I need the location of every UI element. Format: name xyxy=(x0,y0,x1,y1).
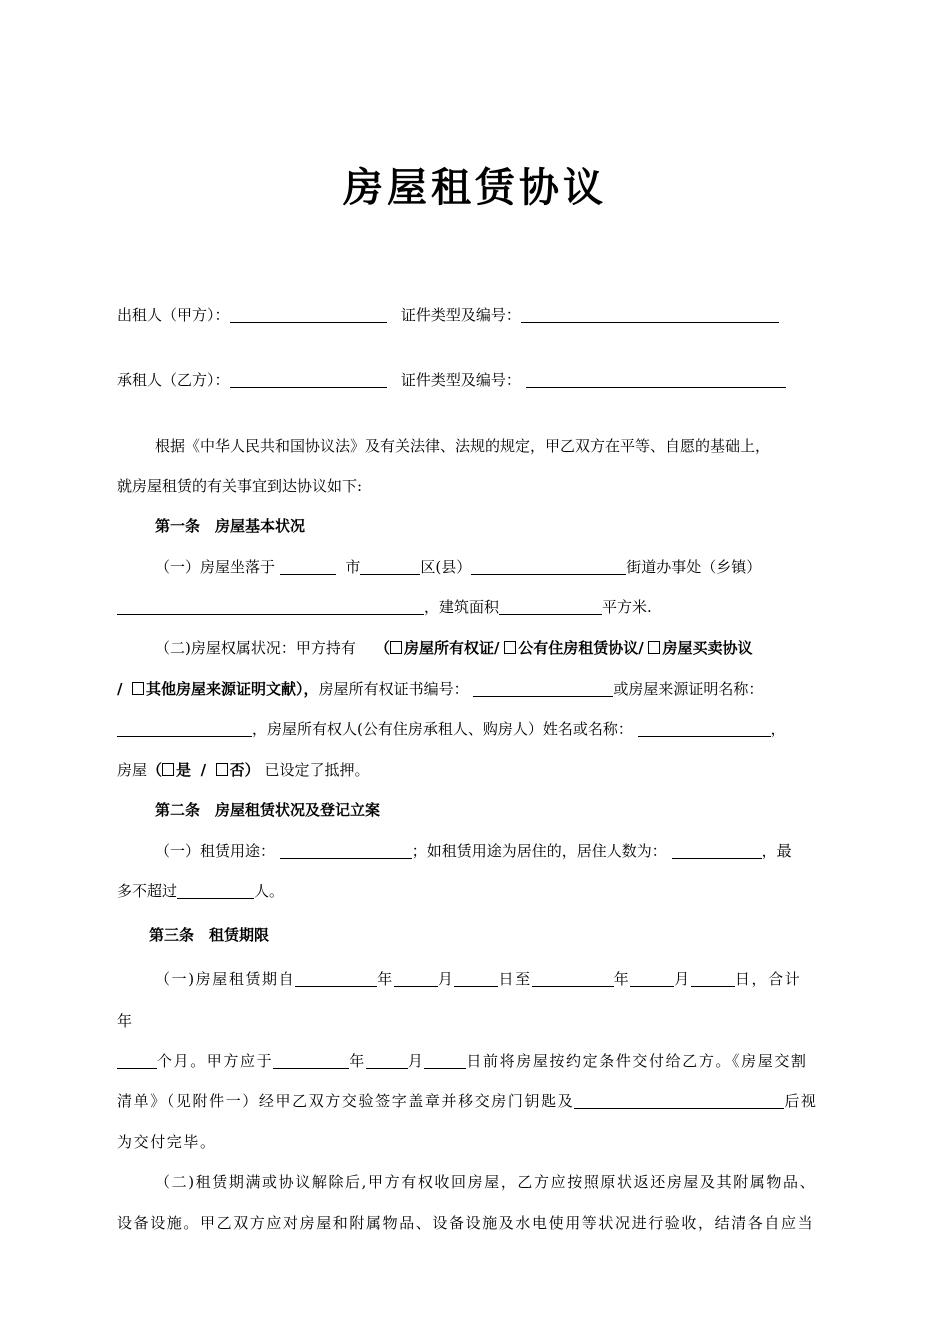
start-year-blank[interactable] xyxy=(295,970,377,987)
lessor-line xyxy=(117,304,779,326)
deliver-year-blank[interactable] xyxy=(273,1052,349,1069)
article-1-p1-line-2 xyxy=(117,596,652,618)
area-unit: 平方米. xyxy=(602,598,652,616)
months-blank[interactable] xyxy=(117,1052,157,1069)
checkbox-mortgage-no[interactable] xyxy=(216,763,228,776)
cert-no-label: 房屋所有权证书编号： xyxy=(318,680,469,698)
year-label: 年 xyxy=(349,1052,366,1070)
deliver-month-blank[interactable] xyxy=(366,1052,408,1069)
deliver-day-blank[interactable] xyxy=(424,1052,466,1069)
source-doc-label: 或房屋来源证明名称： xyxy=(613,680,764,698)
lessee-id-blank[interactable] xyxy=(526,371,786,388)
month-label: 月 xyxy=(407,1052,425,1070)
checkbox-purchase-agreement[interactable] xyxy=(648,641,660,654)
end-month-blank[interactable] xyxy=(630,970,674,987)
month-label: 月 xyxy=(437,970,455,988)
owner-comma: ， xyxy=(770,720,786,738)
checkbox-ownership-cert[interactable] xyxy=(390,641,402,654)
option-other-docs: 其他房屋来源证明文献 xyxy=(146,680,297,698)
intro-line-2: 就房屋租赁的有关事宜到达协议如下: xyxy=(117,477,363,495)
end-day-blank[interactable] xyxy=(691,970,735,987)
article-1-p2-line-3 xyxy=(117,718,786,740)
checkbox-mortgage-yes[interactable] xyxy=(162,763,174,776)
start-day-blank[interactable] xyxy=(454,970,498,987)
district-label: 区(县） xyxy=(420,558,472,576)
handover-blank[interactable] xyxy=(574,1092,784,1109)
ownership-lead: （二)房屋权属状况：甲方持有 xyxy=(155,639,356,657)
city-blank[interactable] xyxy=(280,558,336,575)
area-label: ，建筑面积 xyxy=(424,598,500,616)
cert-no-blank[interactable] xyxy=(473,680,613,697)
months-label: 个月。甲方应于 xyxy=(157,1052,274,1070)
usage-label: （一）租赁用途： xyxy=(155,842,276,860)
article-3-p1-line-5: 为交付完毕。 xyxy=(117,1133,217,1151)
source-doc-blank[interactable] xyxy=(117,720,252,737)
usage-blank[interactable] xyxy=(280,842,412,859)
max-label: 多不超过 xyxy=(117,882,178,900)
lessor-id-label: 证件类型及编号： xyxy=(400,306,521,324)
article-1-p2-line-1 xyxy=(155,637,753,659)
term-lead: （一)房屋租赁期自 xyxy=(155,970,296,988)
after-label: 后视 xyxy=(784,1092,818,1110)
lessee-name-blank[interactable] xyxy=(230,371,387,388)
district-blank[interactable] xyxy=(360,558,420,575)
option-purchase-agreement: 房屋买卖协议 xyxy=(662,639,753,657)
city-label: 市 xyxy=(345,558,361,576)
article-1-p1-line-1 xyxy=(155,556,761,578)
article-3-p2-line-2: 设备设施。甲乙双方应对房屋和附属物品、设备设施及水电使用等状况进行验收，结清各自应当 xyxy=(117,1214,815,1232)
handover-list-label: 清单》（见附件一）经甲乙双方交验签字盖章并移交房门钥匙及 xyxy=(117,1092,575,1110)
start-month-blank[interactable] xyxy=(394,970,438,987)
lessee-line xyxy=(117,369,786,391)
street-blank[interactable] xyxy=(471,558,626,575)
owner-blank[interactable] xyxy=(638,720,771,737)
lessee-label: 承租人（乙方）： xyxy=(117,371,230,389)
resident-label: ；如租赁用途为居住的，居住人数为： xyxy=(411,842,667,860)
year-label: 年 xyxy=(377,970,394,988)
article-3-p1-line-3 xyxy=(117,1050,808,1072)
mortgage-yes: 是 xyxy=(176,761,192,779)
month-label: 月 xyxy=(674,970,691,988)
lessor-name-blank[interactable] xyxy=(230,306,387,323)
end-year-blank[interactable] xyxy=(532,970,614,987)
article-3-p1-line-4 xyxy=(117,1090,818,1112)
area-blank[interactable] xyxy=(499,598,602,615)
most-label: ，最 xyxy=(761,842,792,860)
mortgage-text: 已设定了抵押。 xyxy=(264,761,370,779)
article-3-p2-line-1: （二)租赁期满或协议解除后,甲方有权收回房屋，乙方应按照原状返还房屋及其附属物品、 xyxy=(155,1173,817,1191)
article-2-heading: 第二条 房屋租赁状况及登记立案 xyxy=(155,801,381,819)
persons-label: 人。 xyxy=(254,882,285,900)
document-title: 房屋租赁协议 xyxy=(343,164,607,211)
open-paren: （ xyxy=(374,639,390,657)
article-3-p1-line-1 xyxy=(155,968,801,990)
owner-label: ，房屋所有权人(公有住房承租人、购房人）姓名或名称： xyxy=(252,720,633,738)
resident-count-blank[interactable] xyxy=(672,842,762,859)
before-label: 日前将房屋按约定条件交付给乙方。《房屋交割 xyxy=(466,1052,808,1070)
year-label: 年 xyxy=(613,970,631,988)
street-label: 街道办事处（乡镇） xyxy=(626,558,762,576)
article-3-heading: 第三条 租赁期限 xyxy=(149,926,270,944)
intro-line-1: 根据《中华人民共和国协议法》及有关法律、法规的规定，甲乙双方在平等、自愿的基础上， xyxy=(155,437,771,455)
lessor-label: 出租人（甲方）： xyxy=(117,306,230,324)
mortgage-no: 否 xyxy=(229,761,245,779)
address-blank[interactable] xyxy=(117,598,424,615)
lessor-id-blank[interactable] xyxy=(521,306,779,323)
article-1-p2-line-4: 房屋（ 是 / 否） 已设定了抵押。 xyxy=(117,761,370,779)
mortgage-sep: / xyxy=(200,761,207,779)
lessee-id-label: 证件类型及编号： xyxy=(400,371,521,389)
checkbox-public-housing[interactable] xyxy=(504,641,516,654)
checkbox-other-docs[interactable] xyxy=(132,682,144,695)
day-to-label: 日至 xyxy=(498,970,532,988)
close-paren: ）， xyxy=(296,680,319,698)
option-ownership-cert: 房屋所有权证/ xyxy=(403,639,500,657)
location-lead: （一）房屋坐落于 xyxy=(155,558,276,576)
article-1-heading: 第一条 房屋基本状况 xyxy=(155,517,306,535)
max-count-blank[interactable] xyxy=(177,882,254,899)
article-3-p1-line-2: 年 xyxy=(117,1012,133,1030)
total-label: 日，合计 xyxy=(734,970,802,988)
article-2-p1-line-1 xyxy=(155,840,792,862)
article-2-p1-line-2 xyxy=(117,880,284,902)
house-label: 房屋 xyxy=(117,761,148,779)
option-public-housing: 公有住房租赁协议/ xyxy=(518,639,644,657)
option-slash: / xyxy=(117,680,123,698)
article-1-p2-line-2 xyxy=(117,678,763,700)
